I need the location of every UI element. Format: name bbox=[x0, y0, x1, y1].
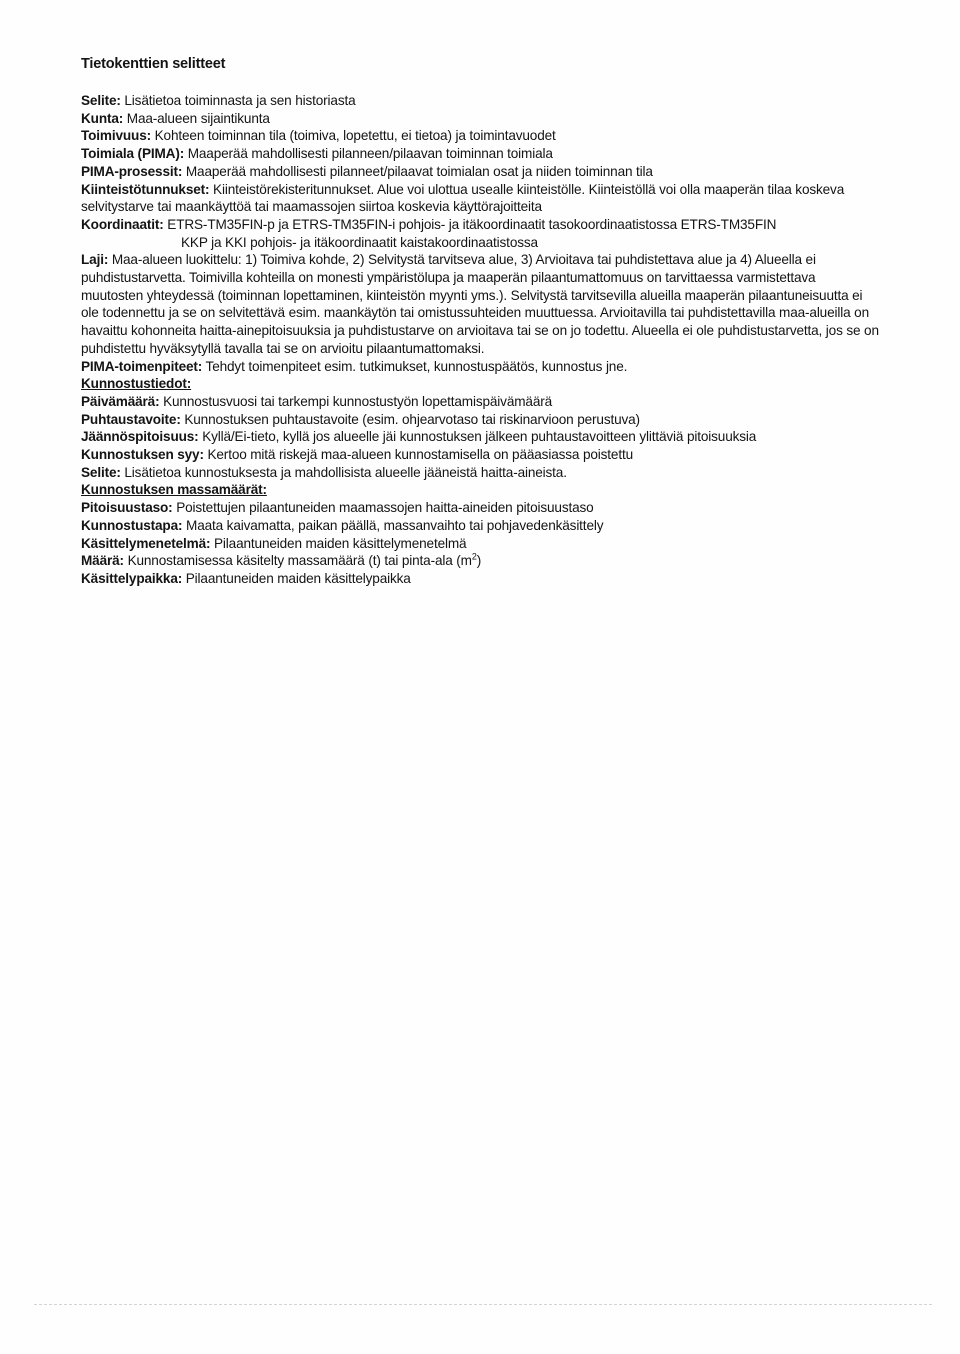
entry-text: Maa-alueen sijaintikunta bbox=[126, 110, 270, 126]
entry-kunnostustapa bbox=[81, 517, 881, 535]
document-title: Tietokenttien selitteet bbox=[81, 56, 226, 72]
entry-term: Toimiala (PIMA): bbox=[81, 146, 185, 162]
entry-term: PIMA-prosessit: bbox=[81, 163, 183, 179]
entry-text: Kunnostuksen puhtaustavoite (esim. ohjearvotaso tai riskinarvioon perustuva) bbox=[184, 411, 640, 427]
entry-koordinaatit bbox=[81, 216, 881, 234]
entry-term: Päivämäärä: bbox=[81, 393, 160, 409]
entry-term: Laji: bbox=[81, 252, 109, 268]
entry-kasittelymenetelma bbox=[81, 535, 881, 553]
entry-pitoisuustaso bbox=[81, 499, 881, 517]
entry-jaannospitoisuus bbox=[81, 428, 881, 446]
section-heading-massamaarat: Kunnostuksen massamäärät: bbox=[81, 482, 267, 498]
entry-text: Pilaantuneiden maiden käsittelymenetelmä bbox=[214, 535, 467, 551]
entry-text: Kyllä/Ei-tieto, kyllä jos alueelle jäi kunnostuksen jälkeen puhtaustavoitteen ylittäviä pitoisuuksia bbox=[202, 429, 757, 445]
entry-toimiala bbox=[81, 145, 881, 163]
entry-kiinteistotunnukset bbox=[81, 181, 881, 216]
entry-term: Selite: bbox=[81, 464, 121, 480]
entry-text: Kiinteistörekisteritunnukset. Alue voi ulottua usealle kiinteistölle. Kiinteistöllä voi olla maaperän tilaa koskeva selvitystarve tai maankäyttöä tai maamassojen siirtoa koskevia käyttörajoitteita bbox=[81, 181, 845, 215]
entry-text: Maaperää mahdollisesti pilanneen/pilaavan toiminnan toimiala bbox=[187, 146, 553, 162]
entry-term: Käsittelymenetelmä: bbox=[81, 535, 211, 551]
entry-pima-toimenpiteet bbox=[81, 358, 881, 376]
entry-toimivuus bbox=[81, 127, 881, 145]
entry-text: KKP ja KKI pohjois- ja itäkoordinaatit kaistakoordinaatistossa bbox=[181, 234, 538, 250]
entry-kunta bbox=[81, 110, 881, 128]
entry-term: Toimivuus: bbox=[81, 128, 151, 144]
entry-text: Lisätietoa toiminnasta ja sen historiasta bbox=[124, 93, 356, 108]
entry-term: Koordinaatit: bbox=[81, 216, 164, 232]
entry-term: Kunnostuksen syy: bbox=[81, 447, 204, 463]
entry-term: Kiinteistötunnukset: bbox=[81, 181, 210, 197]
document-body bbox=[81, 92, 881, 588]
entry-term: Määrä: bbox=[81, 553, 124, 569]
entry-text: Maa-alueen luokittelu: 1) Toimiva kohde, 2) Selvitystä tarvitseva alue, 3) Arvioitava tai puhdistettava alue ja 4) Alueella ei puhdistustarvetta. Toimivilla kohteilla on monesti ympäristölupa ja maaperän pilaantumattomuus on tarvittaessa varmistettava muutosten yhteydessä (toiminnan lopettaminen, kiinteistön myynti yms.). Selvitystä tarvitsevilla alueilla maaperän pilaantuneisuutta ei ole todennettu ja se on selvitettävä esim. maankäytön tai omistussuhteiden muuttuessa. Arvioitavilla tai puhdistettavilla maa-alueilla on havaittu kohonneita haitta-ainepitoisuuksia ja puhdistustarve on arvioitava tai se on jo todettu. Alueella ei ole puhdistustarvetta, jos se on puhdistettu hyväksytyllä tavalla tai se on arvioitu pilaantumattomaksi. bbox=[81, 252, 879, 356]
entry-text: Kunnostusvuosi tai tarkempi kunnostustyön lopettamispäivämäärä bbox=[163, 393, 553, 409]
entry-kunnostus-selite bbox=[81, 464, 881, 482]
entry-term: Jäännöspitoisuus: bbox=[81, 429, 199, 445]
entry-term: Selite: bbox=[81, 93, 121, 108]
entry-pima-prosessit bbox=[81, 163, 881, 181]
entry-paivamaara bbox=[81, 393, 881, 411]
entry-term: Puhtaustavoite: bbox=[81, 411, 181, 427]
entry-kaistakoordinaatit bbox=[81, 234, 881, 252]
entry-text: Kohteen toiminnan tila (toimiva, lopetettu, ei tietoa) ja toimintavuodet bbox=[154, 128, 556, 144]
entry-term: Kunta: bbox=[81, 110, 124, 126]
entry-laji bbox=[81, 251, 881, 357]
entry-text: Lisätietoa kunnostuksesta ja mahdollisista alueelle jääneistä haitta-aineista. bbox=[124, 464, 567, 480]
entry-text-suffix: ) bbox=[476, 553, 482, 569]
entry-maara bbox=[81, 552, 881, 570]
entry-selite bbox=[81, 92, 881, 110]
entry-term: Käsittelypaikka: bbox=[81, 570, 183, 586]
entry-puhtaustavoite bbox=[81, 411, 881, 429]
entry-text: Kunnostamisessa käsitelty massamäärä (t) tai pinta-ala (m bbox=[127, 553, 472, 569]
entry-text: Maaperää mahdollisesti pilanneet/pilaavat toimialan osat ja niiden toiminnan tila bbox=[185, 163, 653, 179]
entry-kasittelypaikka bbox=[81, 570, 881, 588]
entry-text: Poistettujen pilaantuneiden maamassojen haitta-aineiden pitoisuustaso bbox=[176, 500, 594, 516]
entry-text: Pilaantuneiden maiden käsittelypaikka bbox=[185, 570, 411, 586]
superscript-2: 2 bbox=[471, 551, 477, 562]
section-heading-kunnostustiedot: Kunnostustiedot: bbox=[81, 376, 192, 392]
entry-term: Pitoisuustaso: bbox=[81, 500, 173, 516]
entry-term: Kunnostustapa: bbox=[81, 517, 183, 533]
entry-text: Tehdyt toimenpiteet esim. tutkimukset, kunnostuspäätös, kunnostus jne. bbox=[205, 358, 628, 374]
entry-kunnostuksen-syy bbox=[81, 446, 881, 464]
entry-text: Kertoo mitä riskejä maa-alueen kunnostamisella on pääasiassa poistettu bbox=[207, 447, 633, 463]
entry-text: Maata kaivamatta, paikan päällä, massanvaihto tai pohjavedenkäsittely bbox=[186, 517, 604, 533]
entry-text: ETRS-TM35FIN-p ja ETRS-TM35FIN-i pohjois- ja itäkoordinaatit tasokoordinaatistossa ETRS-TM35FIN bbox=[167, 216, 777, 232]
entry-term: PIMA-toimenpiteet: bbox=[81, 358, 203, 374]
footer-divider bbox=[34, 1304, 932, 1305]
